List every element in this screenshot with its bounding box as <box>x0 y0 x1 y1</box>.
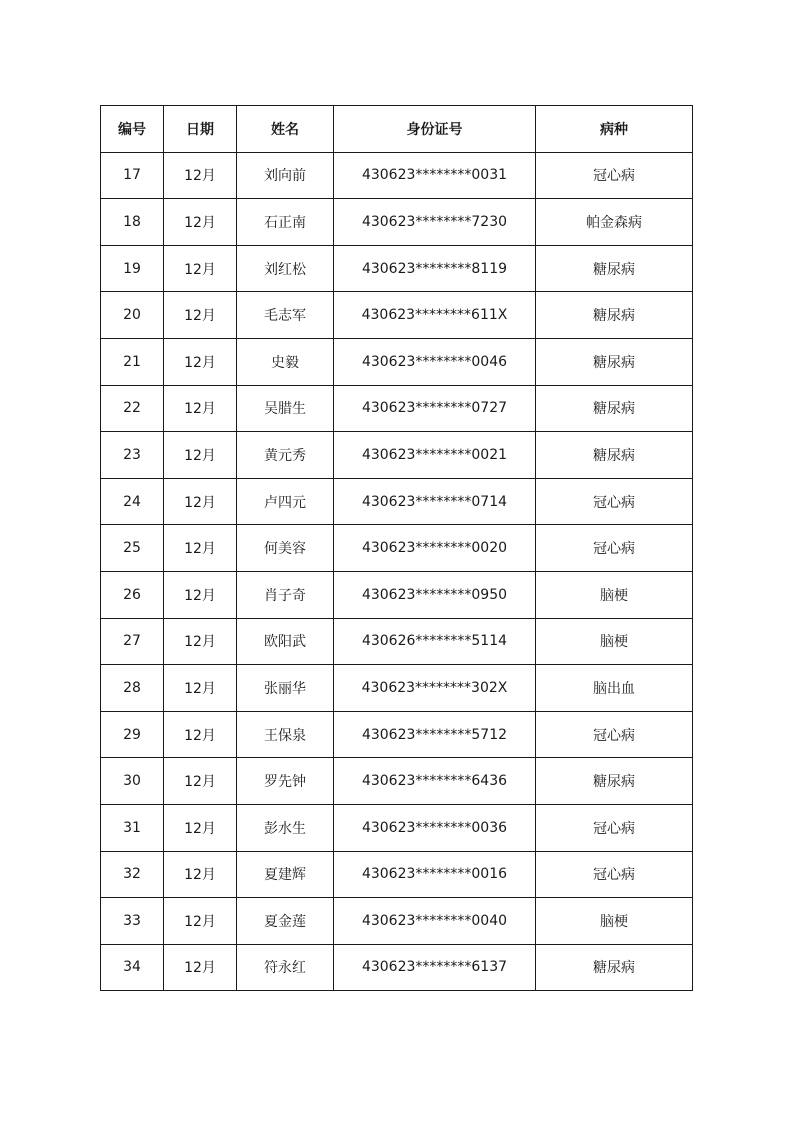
cell-name: 石正南 <box>237 199 334 246</box>
cell-name: 黄元秀 <box>237 432 334 479</box>
cell-name: 吴腊生 <box>237 385 334 432</box>
cell-id: 30 <box>101 758 164 805</box>
cell-disease: 糖尿病 <box>536 944 693 991</box>
cell-disease: 脑梗 <box>536 618 693 665</box>
table-row <box>101 245 693 292</box>
table-body <box>101 152 693 991</box>
cell-id: 25 <box>101 525 164 572</box>
cell-disease: 糖尿病 <box>536 338 693 385</box>
cell-id: 28 <box>101 665 164 712</box>
cell-id: 21 <box>101 338 164 385</box>
cell-id-card: 430623********611X <box>334 292 536 339</box>
cell-date: 12月 <box>164 292 237 339</box>
table-row <box>101 152 693 199</box>
table-row <box>101 898 693 945</box>
cell-disease: 脑梗 <box>536 571 693 618</box>
cell-name: 史毅 <box>237 338 334 385</box>
cell-name: 欧阳武 <box>237 618 334 665</box>
cell-disease: 糖尿病 <box>536 292 693 339</box>
cell-date: 12月 <box>164 525 237 572</box>
table-row <box>101 804 693 851</box>
cell-name: 彭水生 <box>237 804 334 851</box>
cell-date: 12月 <box>164 571 237 618</box>
table-row <box>101 338 693 385</box>
cell-id: 23 <box>101 432 164 479</box>
cell-id: 34 <box>101 944 164 991</box>
cell-name: 罗先钟 <box>237 758 334 805</box>
cell-id-card: 430623********0036 <box>334 804 536 851</box>
cell-disease: 冠心病 <box>536 525 693 572</box>
cell-id: 33 <box>101 898 164 945</box>
cell-id-card: 430623********6137 <box>334 944 536 991</box>
cell-name: 符永红 <box>237 944 334 991</box>
cell-name: 夏建辉 <box>237 851 334 898</box>
table-row <box>101 665 693 712</box>
table-row <box>101 711 693 758</box>
cell-id-card: 430623********0950 <box>334 571 536 618</box>
table-row <box>101 618 693 665</box>
table-row <box>101 944 693 991</box>
cell-date: 12月 <box>164 665 237 712</box>
cell-date: 12月 <box>164 152 237 199</box>
cell-id-card: 430623********302X <box>334 665 536 712</box>
table-row <box>101 432 693 479</box>
cell-id-card: 430623********0040 <box>334 898 536 945</box>
table-row <box>101 571 693 618</box>
cell-id: 32 <box>101 851 164 898</box>
cell-name: 卢四元 <box>237 478 334 525</box>
cell-date: 12月 <box>164 245 237 292</box>
cell-id-card: 430623********0020 <box>334 525 536 572</box>
cell-disease: 冠心病 <box>536 804 693 851</box>
cell-id-card: 430623********0714 <box>334 478 536 525</box>
cell-name: 刘向前 <box>237 152 334 199</box>
table-row <box>101 851 693 898</box>
cell-id-card: 430623********0021 <box>334 432 536 479</box>
cell-id: 22 <box>101 385 164 432</box>
cell-id-card: 430626********5114 <box>334 618 536 665</box>
cell-id: 26 <box>101 571 164 618</box>
cell-name: 何美容 <box>237 525 334 572</box>
cell-id-card: 430623********0727 <box>334 385 536 432</box>
table-header-row <box>101 106 693 153</box>
cell-id: 31 <box>101 804 164 851</box>
cell-id-card: 430623********0031 <box>334 152 536 199</box>
cell-disease: 糖尿病 <box>536 758 693 805</box>
cell-date: 12月 <box>164 944 237 991</box>
cell-date: 12月 <box>164 478 237 525</box>
cell-name: 张丽华 <box>237 665 334 712</box>
cell-disease: 糖尿病 <box>536 385 693 432</box>
table-row <box>101 758 693 805</box>
table-row <box>101 525 693 572</box>
header-disease: 病种 <box>536 106 693 153</box>
cell-name: 夏金莲 <box>237 898 334 945</box>
cell-id: 24 <box>101 478 164 525</box>
cell-date: 12月 <box>164 385 237 432</box>
cell-disease: 帕金森病 <box>536 199 693 246</box>
cell-id: 27 <box>101 618 164 665</box>
cell-date: 12月 <box>164 898 237 945</box>
cell-id-card: 430623********6436 <box>334 758 536 805</box>
cell-date: 12月 <box>164 338 237 385</box>
table-row <box>101 478 693 525</box>
cell-disease: 冠心病 <box>536 851 693 898</box>
table-row <box>101 385 693 432</box>
cell-id: 17 <box>101 152 164 199</box>
cell-disease: 脑梗 <box>536 898 693 945</box>
header-date: 日期 <box>164 106 237 153</box>
cell-date: 12月 <box>164 804 237 851</box>
cell-id-card: 430623********7230 <box>334 199 536 246</box>
cell-disease: 糖尿病 <box>536 432 693 479</box>
cell-disease: 冠心病 <box>536 711 693 758</box>
cell-id-card: 430623********8119 <box>334 245 536 292</box>
cell-date: 12月 <box>164 199 237 246</box>
cell-id-card: 430623********5712 <box>334 711 536 758</box>
cell-date: 12月 <box>164 711 237 758</box>
cell-id: 29 <box>101 711 164 758</box>
header-id-card: 身份证号 <box>334 106 536 153</box>
cell-name: 肖子奇 <box>237 571 334 618</box>
cell-name: 毛志军 <box>237 292 334 339</box>
cell-disease: 冠心病 <box>536 152 693 199</box>
header-name: 姓名 <box>237 106 334 153</box>
header-id: 编号 <box>101 106 164 153</box>
cell-id: 20 <box>101 292 164 339</box>
cell-date: 12月 <box>164 851 237 898</box>
cell-date: 12月 <box>164 432 237 479</box>
cell-id-card: 430623********0046 <box>334 338 536 385</box>
cell-disease: 糖尿病 <box>536 245 693 292</box>
cell-id: 18 <box>101 199 164 246</box>
cell-id: 19 <box>101 245 164 292</box>
table-row <box>101 199 693 246</box>
patient-records-table <box>100 105 693 991</box>
cell-disease: 冠心病 <box>536 478 693 525</box>
cell-disease: 脑出血 <box>536 665 693 712</box>
table-row <box>101 292 693 339</box>
cell-name: 王保泉 <box>237 711 334 758</box>
cell-name: 刘红松 <box>237 245 334 292</box>
cell-id-card: 430623********0016 <box>334 851 536 898</box>
cell-date: 12月 <box>164 758 237 805</box>
cell-date: 12月 <box>164 618 237 665</box>
